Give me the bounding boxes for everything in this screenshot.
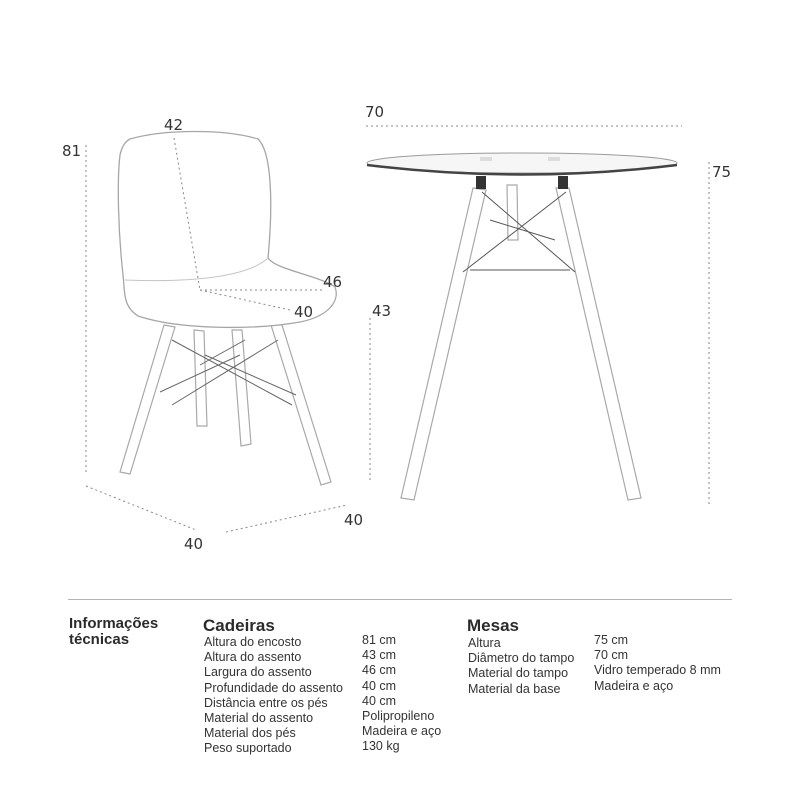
spec-value: 70 cm bbox=[594, 648, 629, 663]
spec-value: 40 cm bbox=[362, 678, 397, 693]
chair-seat-height-label: 43 bbox=[372, 302, 392, 320]
chair-seat-width-label: 46 bbox=[323, 273, 343, 291]
chairs-spec-labels bbox=[204, 635, 343, 757]
tables-spec-values bbox=[594, 633, 721, 694]
spec-label: Material dos pés bbox=[204, 726, 296, 741]
technical-info-line2: técnicas bbox=[69, 631, 130, 648]
spec-value: Madeira e aço bbox=[594, 678, 674, 693]
spec-label: Peso suportado bbox=[204, 741, 292, 756]
spec-value: Polipropileno bbox=[362, 709, 435, 724]
table-illustration bbox=[367, 153, 677, 500]
spec-value: 81 cm bbox=[362, 633, 397, 647]
spec-label: Distância entre os pés bbox=[204, 695, 328, 710]
divider bbox=[68, 599, 732, 600]
chair-seat-depth-label: 40 bbox=[294, 303, 314, 321]
spec-label: Material do assento bbox=[204, 711, 314, 726]
technical-info-line1: Informações bbox=[69, 615, 159, 632]
spec-value: 75 cm bbox=[594, 633, 629, 647]
spec-value: 46 cm bbox=[362, 663, 397, 678]
spec-value: Vidro temperado 8 mm bbox=[594, 663, 721, 678]
chairs-title: Cadeiras bbox=[203, 616, 275, 635]
chair-back-width-label: 42 bbox=[164, 116, 184, 134]
tables-spec-labels bbox=[468, 636, 574, 697]
spec-label: Profundidade do assento bbox=[204, 680, 343, 695]
spec-label: Altura do assento bbox=[204, 650, 302, 665]
spec-label: Material da base bbox=[468, 681, 561, 696]
chairs-spec-values bbox=[362, 633, 441, 755]
spec-label: Diâmetro do tampo bbox=[468, 651, 575, 666]
table-height-label: 75 bbox=[712, 163, 732, 181]
chair-base-depth-label: 40 bbox=[344, 511, 364, 529]
spec-value: Madeira e aço bbox=[362, 724, 442, 739]
spec-label: Material do tampo bbox=[468, 666, 569, 681]
spec-label: Altura do encosto bbox=[204, 635, 302, 649]
spec-label: Largura do assento bbox=[204, 665, 312, 680]
spec-label: Altura bbox=[468, 636, 501, 650]
technical-info-heading bbox=[69, 616, 179, 648]
chair-base-width-label: 40 bbox=[184, 535, 204, 553]
tables-title: Mesas bbox=[467, 616, 519, 635]
spec-value: 40 cm bbox=[362, 693, 397, 708]
table-diameter-label: 70 bbox=[365, 103, 385, 121]
spec-value: 130 kg bbox=[362, 739, 400, 754]
chair-height-label: 81 bbox=[62, 142, 82, 160]
spec-value: 43 cm bbox=[362, 648, 397, 663]
